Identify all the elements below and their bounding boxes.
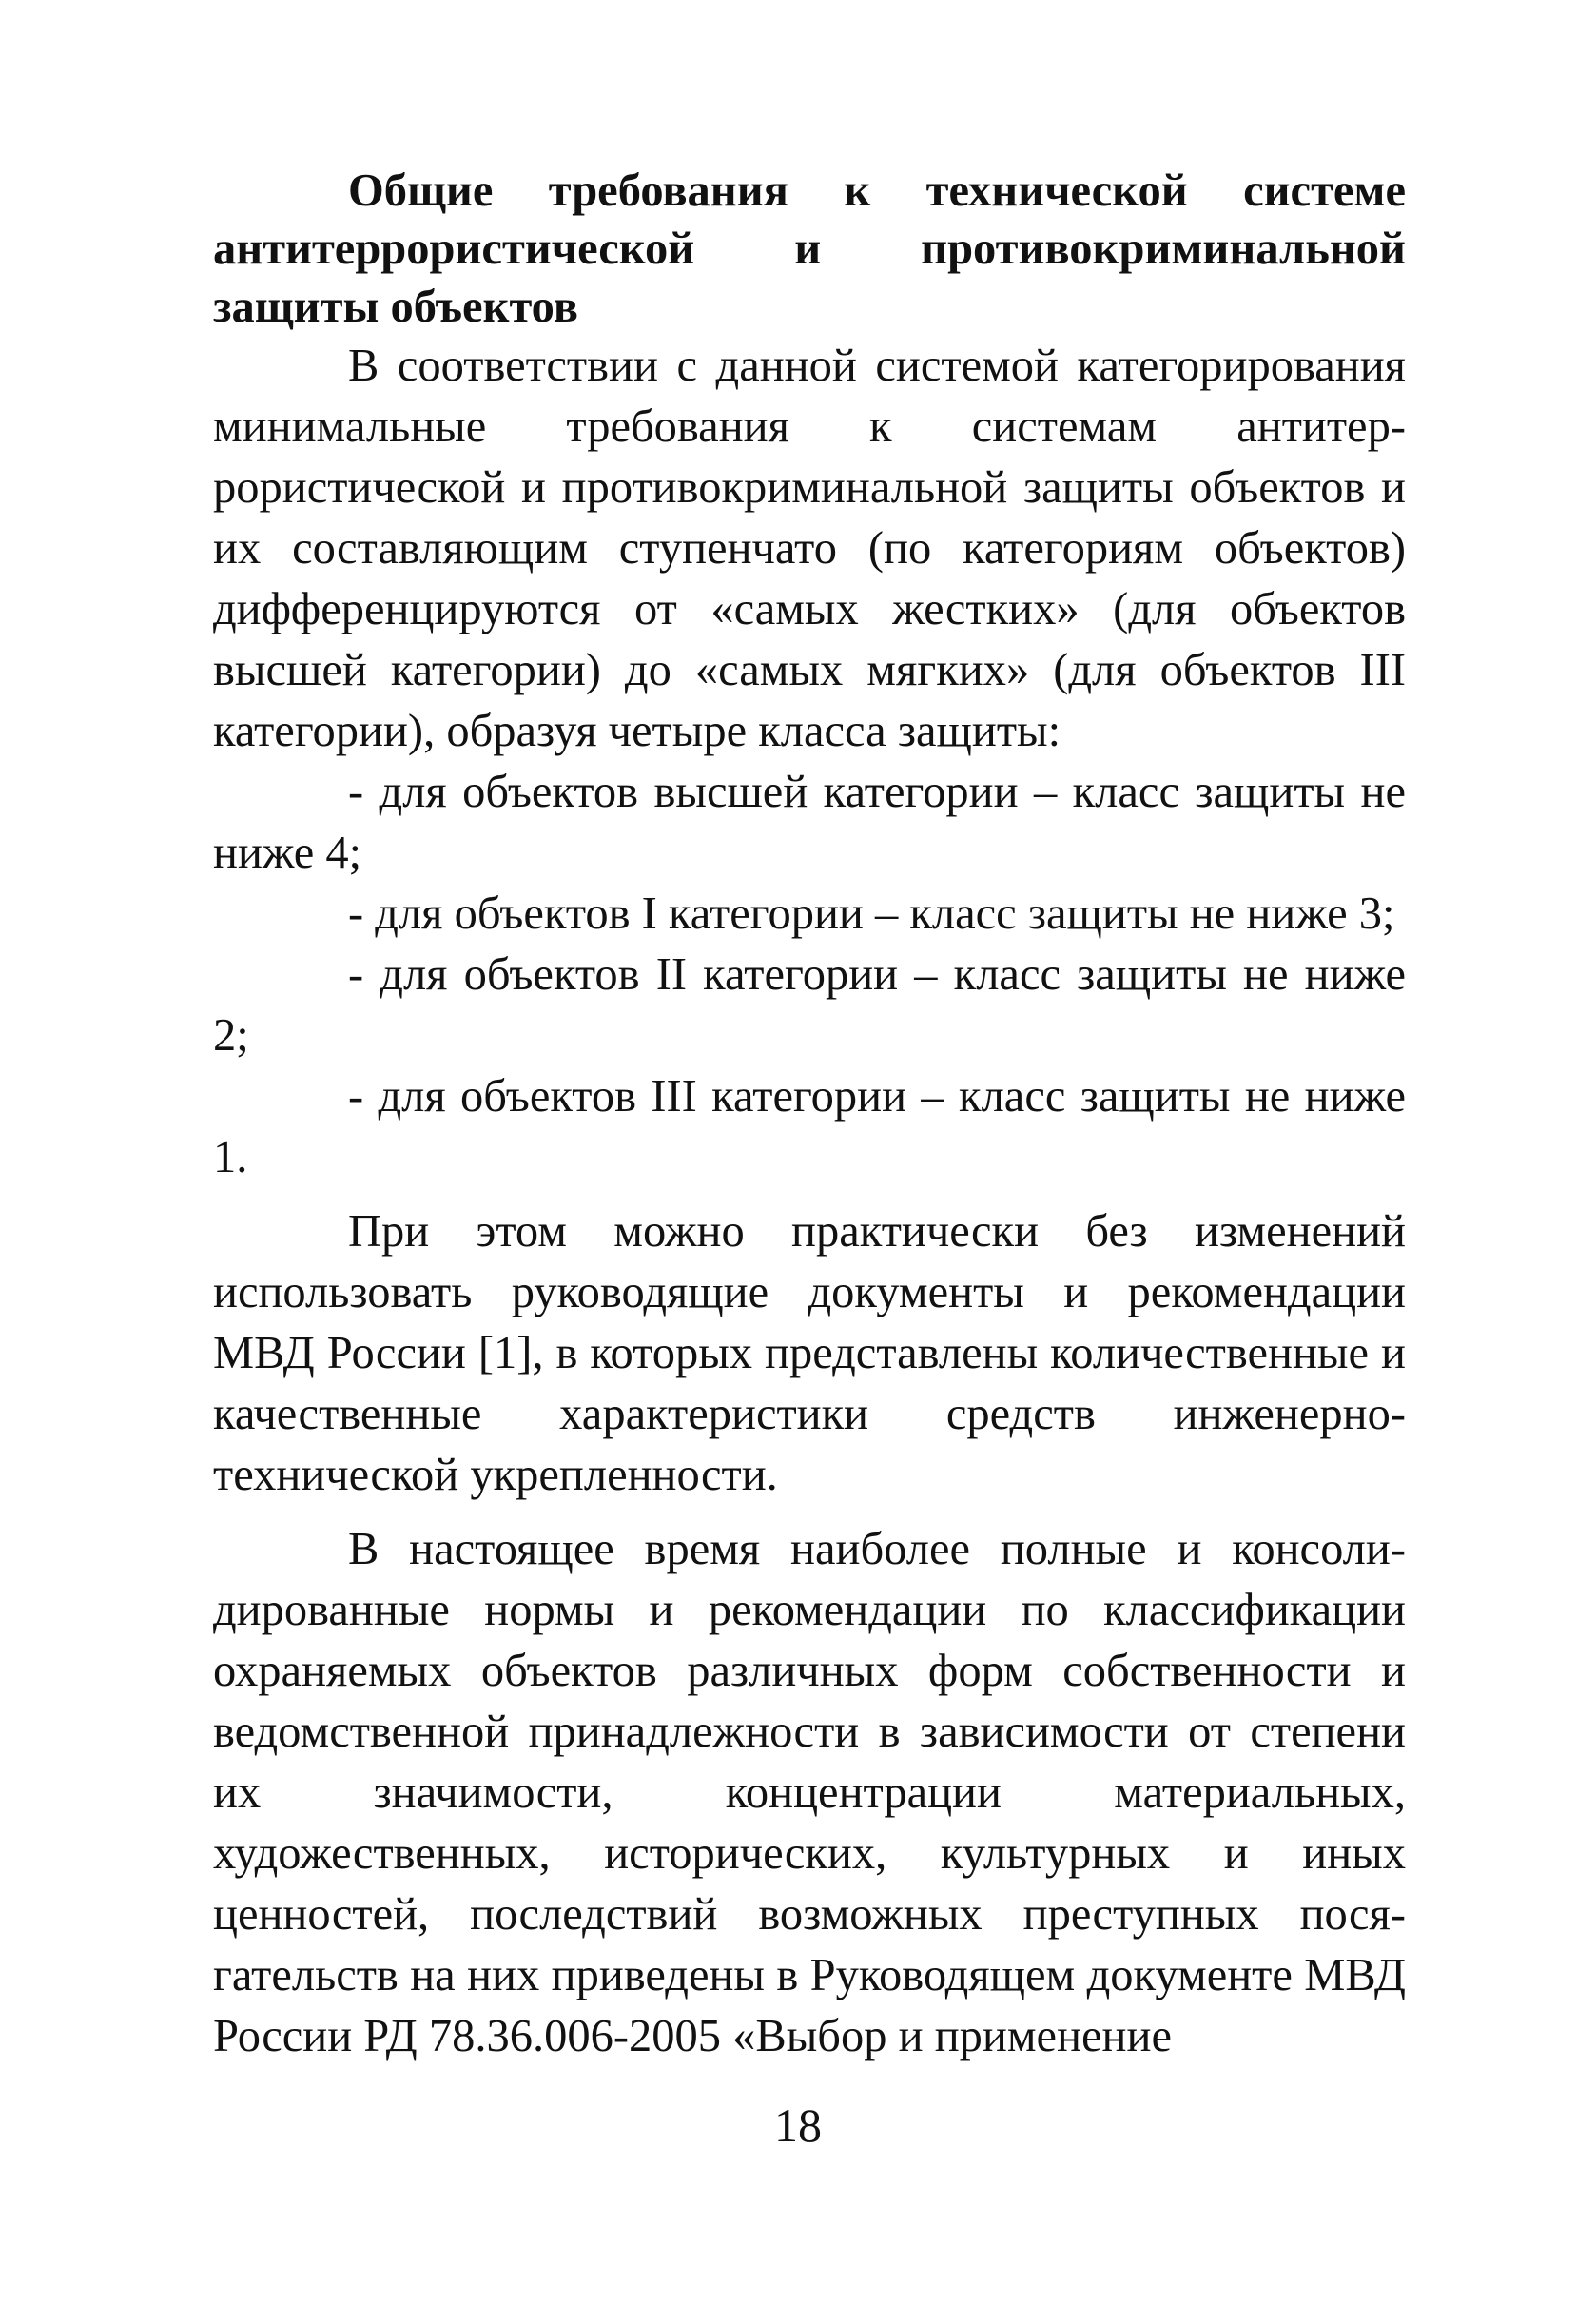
page-body — [213, 162, 1406, 2067]
page-number: 18 — [774, 2098, 822, 2152]
paragraph-current-norms: В настоящее время наиболее полные и консолидированные нормы и рекомендации по классификации охраняемых объектов различных форм собственности и ведомственной принадлежности в зависимости от степени их значимости, концентрации материальных, художественных, исторических, культурных и иных ценностей, последствий возможных преступных посягательств на них приведены в Руководящем документе МВД России РД 78.36.006-2005 «Выбор и применение — [213, 1524, 1406, 2061]
list-item-category-3: - для объектов III категории – класс защиты не ниже 1. — [213, 1071, 1406, 1182]
list-item-category-1: - для объектов I категории – класс защиты не ниже 3; — [348, 888, 1395, 939]
paragraph-intro: В соответствии с данной системой категорирования минимальные требования к системам антитеррористической и противокриминальной защиты объектов и их составляющим ступенчато (по категориям объектов) дифференцируются от «самых жестких» (для объектов высшей категории) до «самых мягких» (для объектов III категории), образуя четыре класса защиты: — [213, 341, 1406, 756]
paragraph-mvd-docs: При этом можно практически без изменений использовать руководящие документы и рекомендации МВД России [1], в которых представлены количественные и качественные характеристики средств инженерно-технической укрепленности. — [213, 1206, 1406, 1500]
section-heading: Общие требования к технической системе антитеррористической и противокриминальной защиты объектов — [213, 166, 1406, 332]
list-item-category-2: - для объектов II категории – класс защиты не ниже 2; — [213, 949, 1406, 1061]
list-item-highest-category: - для объектов высшей категории – класс защиты не ниже 4; — [213, 767, 1406, 878]
